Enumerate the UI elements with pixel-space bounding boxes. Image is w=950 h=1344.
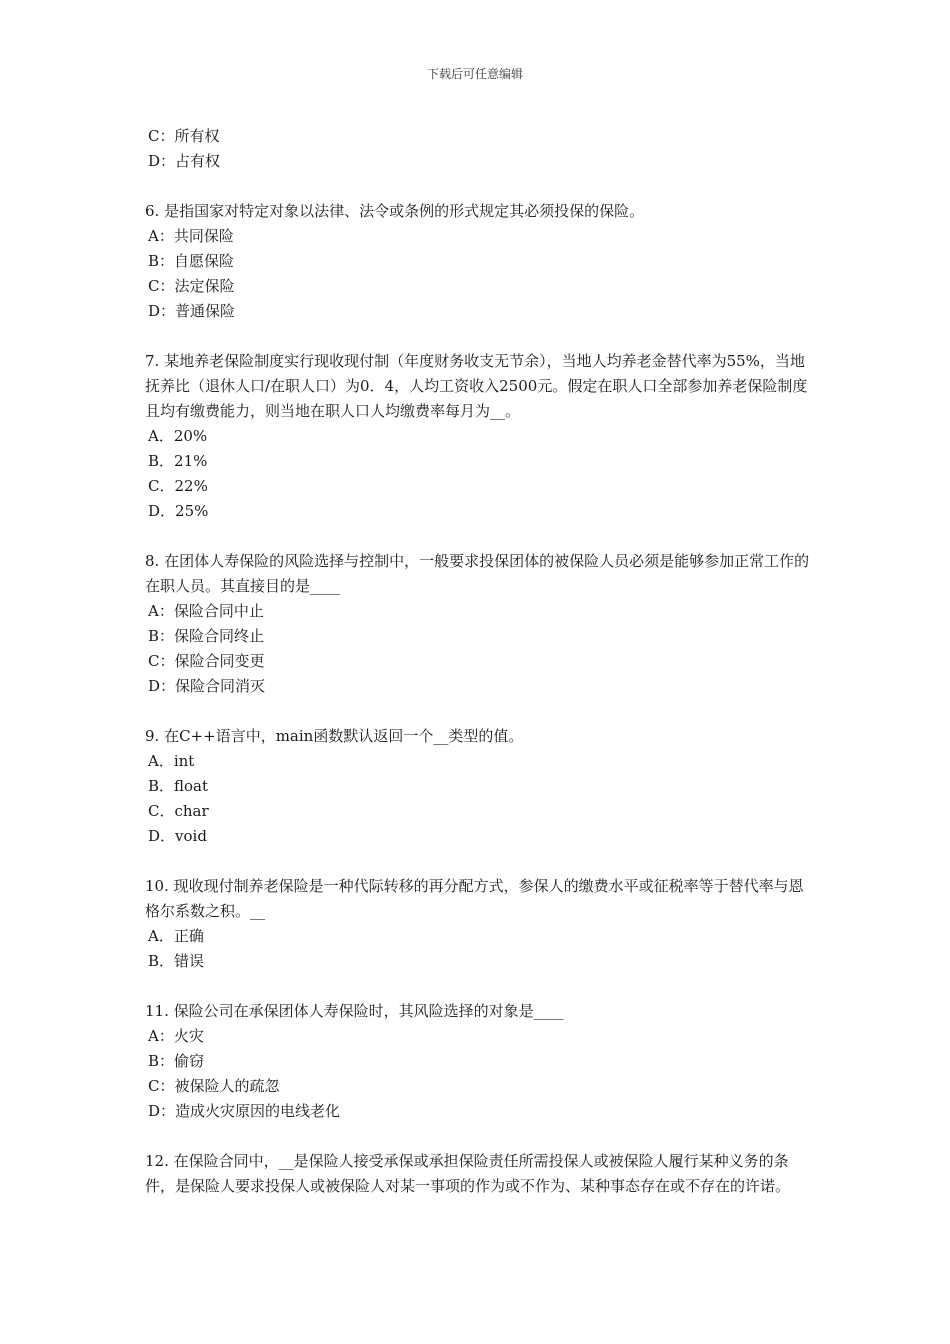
question-text: 11. 保险公司在承保团体人寿保险时，其风险选择的对象是____ xyxy=(145,1002,564,1020)
question-text: 12. 在保险合同中，__是保险人接受承保或承担保险责任所需投保人或被保险人履行某种义务的条件，是保险人要求投保人或被保险人对某一事项的作为或不作为、某种事态存在或不存在的许诺。 xyxy=(145,1152,791,1195)
option-a: A：保险合同中止 xyxy=(148,602,264,620)
option-a: A：共同保险 xyxy=(148,227,234,245)
question-text: 7. 某地养老保险制度实行现收现付制（年度财务收支无节余），当地人均养老金替代率为55%，当地抚养比（退休人口/在职人口）为0．4，人均工资收入2500元。假定在职人口全部参加养老保险制度且均有缴费能力，则当地在职人口人均缴费率每月为__。 xyxy=(145,352,808,420)
option-a: A．int xyxy=(148,752,195,770)
option-c: C：被保险人的疏忽 xyxy=(148,1077,280,1095)
question-text: 6. 是指国家对特定对象以法律、法令或条例的形式规定其必须投保的保险。 xyxy=(145,202,645,220)
option-a: A．20% xyxy=(148,427,208,445)
option-d: D．void xyxy=(148,827,207,845)
option-a: A．正确 xyxy=(148,927,204,945)
question-list xyxy=(145,124,811,1199)
option-c: C．22% xyxy=(148,477,208,495)
option-a: A：火灾 xyxy=(148,1027,204,1045)
question-5-tail xyxy=(145,124,811,174)
question-text: 9. 在C++语言中，main函数默认返回一个__类型的值。 xyxy=(145,727,524,745)
question-11 xyxy=(145,999,811,1124)
option-b: B：保险合同终止 xyxy=(148,627,265,645)
option-b: B：自愿保险 xyxy=(148,252,235,270)
question-text: 8. 在团体人寿保险的风险选择与控制中，一般要求投保团体的被保险人员必须是能够参加正常工作的在职人员。其直接目的是____ xyxy=(145,552,810,595)
question-10 xyxy=(145,874,811,974)
option-d: D：普通保险 xyxy=(148,302,236,320)
option-d: D．25% xyxy=(148,502,209,520)
option-c: C：法定保险 xyxy=(148,277,235,295)
option-d: D：占有权 xyxy=(148,152,221,170)
option-b: B：偷窃 xyxy=(148,1052,205,1070)
option-b: B．float xyxy=(148,777,209,795)
question-8 xyxy=(145,549,811,699)
option-b: B．21% xyxy=(148,452,208,470)
question-text: 10. 现收现付制养老保险是一种代际转移的再分配方式，参保人的缴费水平或征税率等于替代率与恩格尔系数之积。__ xyxy=(145,877,804,920)
option-c: C．char xyxy=(148,802,209,820)
option-b: B．错误 xyxy=(148,952,205,970)
question-12 xyxy=(145,1149,811,1199)
question-9 xyxy=(145,724,811,849)
question-6 xyxy=(145,199,811,324)
option-c: C：保险合同变更 xyxy=(148,652,265,670)
question-7 xyxy=(145,349,811,524)
option-d: D：造成火灾原因的电线老化 xyxy=(148,1102,341,1120)
option-c: C：所有权 xyxy=(148,127,220,145)
page-header: 下载后可任意编辑 xyxy=(426,67,523,81)
option-d: D：保险合同消灭 xyxy=(148,677,266,695)
